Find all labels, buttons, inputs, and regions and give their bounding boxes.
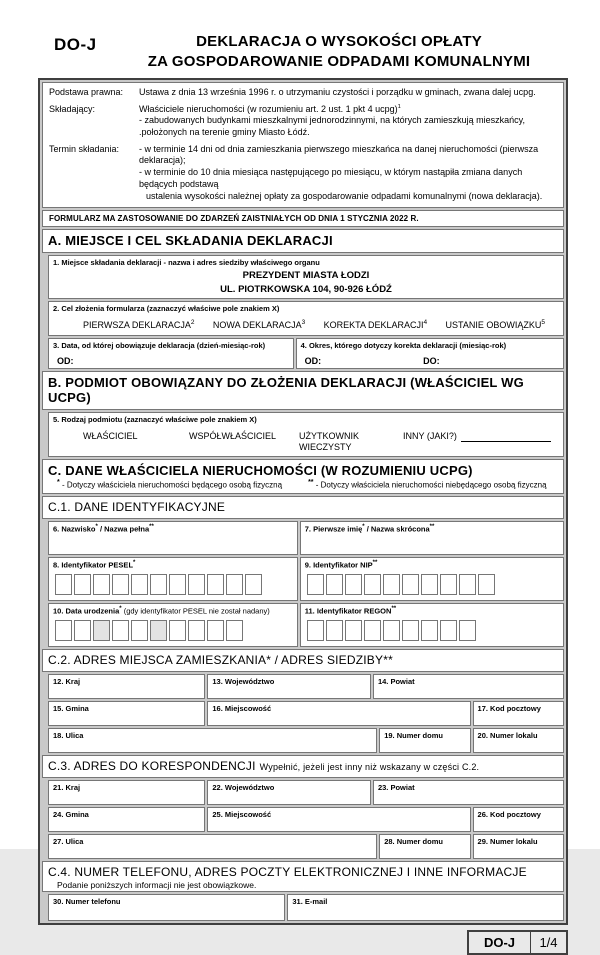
option-wlasciciel[interactable]: WŁAŚCICIEL xyxy=(83,430,138,441)
field-4-okres-korekty[interactable] xyxy=(296,338,564,369)
deadline-label: Termin składania: xyxy=(49,143,120,154)
field-24-label: 24. Gmina xyxy=(53,810,89,820)
field-10-label xyxy=(53,606,293,616)
field-31-email[interactable] xyxy=(287,894,564,921)
field-9-nip[interactable] xyxy=(300,557,564,601)
field-12-label: 12. Kraj xyxy=(53,677,81,687)
deadline-line3: ustalenia wysokości należnej opłaty za gospodarowanie odpadami komunalnymi (nowa deklaracja). xyxy=(146,190,543,201)
field-13-label: 13. Województwo xyxy=(212,677,275,687)
char-cell[interactable] xyxy=(169,574,186,595)
field-3-label: 3. Data, od której obowiązuje deklaracja (dzień-miesiąc-rok) xyxy=(53,341,266,351)
section-c1-header: C.1. DANE IDENTYFIKACYJNE xyxy=(42,496,564,519)
label-part: 6. Nazwisko xyxy=(53,524,96,534)
field-15-gmina[interactable] xyxy=(48,701,205,726)
deadline-row xyxy=(49,144,557,202)
char-cell[interactable] xyxy=(55,620,72,641)
field-5-rodzaj-podmiotu xyxy=(48,412,564,457)
birthdate-boxes xyxy=(55,620,293,641)
field-26-kod-pocztowy[interactable] xyxy=(473,807,564,832)
c2-row-1 xyxy=(48,674,564,699)
field-4-label: 4. Okres, którego dotyczy korekta deklaracji (miesiąc-rok) xyxy=(300,341,507,351)
label-part: 7. Pierwsze imię xyxy=(304,524,363,534)
submitters-row xyxy=(49,104,557,139)
footnote-1-marker: 1 xyxy=(397,103,401,110)
star-marker: * xyxy=(95,523,98,530)
field-26-label: 26. Kod pocztowy xyxy=(477,810,541,820)
field-14-powiat[interactable] xyxy=(373,674,564,699)
field-4-do-label: DO: xyxy=(423,355,440,366)
field-9-label xyxy=(305,560,559,570)
char-cell[interactable] xyxy=(93,574,110,595)
field-20-label: 20. Numer lokalu xyxy=(477,731,538,741)
legal-info-box xyxy=(42,82,564,208)
legal-basis-text: Ustawa z dnia 13 września 1996 r. o utrzymaniu czystości i porządku w gminach, zwana dalej ucpg. xyxy=(139,87,536,97)
char-cell[interactable] xyxy=(169,620,186,641)
field-21-label: 21. Kraj xyxy=(53,783,81,793)
star-marker: ** xyxy=(391,606,397,613)
option-label: PIERWSZA DEKLARACJA xyxy=(83,320,191,331)
field-1-value xyxy=(53,269,559,297)
label-part: 9. Identyfikator NIP xyxy=(304,560,373,570)
subject-type-options xyxy=(53,425,559,455)
field-28-numer-domu[interactable] xyxy=(379,834,470,859)
char-cell[interactable] xyxy=(245,574,262,595)
field-16-miejscowosc[interactable] xyxy=(207,701,470,726)
char-cell[interactable] xyxy=(93,620,110,641)
c3-row-2 xyxy=(48,807,564,832)
char-cell[interactable] xyxy=(421,620,438,641)
char-cell[interactable] xyxy=(383,620,400,641)
star-single: * xyxy=(57,479,60,487)
char-cell[interactable] xyxy=(131,620,148,641)
field-15-label: 15. Gmina xyxy=(53,704,89,714)
field-12-kraj[interactable] xyxy=(48,674,205,699)
char-cell[interactable] xyxy=(440,620,457,641)
option-wspolwlasciciel[interactable]: WSPÓŁWŁAŚCICIEL xyxy=(189,430,277,441)
char-cell[interactable] xyxy=(440,574,457,595)
form-frame xyxy=(38,78,568,925)
submitters-label: Składający: xyxy=(49,103,96,114)
c3-row-3 xyxy=(48,834,564,859)
field-5-label: 5. Rodzaj podmiotu (zaznaczyć właściwe pole znakiem X) xyxy=(53,414,257,424)
char-cell[interactable] xyxy=(150,574,167,595)
field-14-label: 14. Powiat xyxy=(377,677,415,687)
field-25-miejscowosc[interactable] xyxy=(207,807,470,832)
field-19-label: 19. Numer domu xyxy=(384,731,443,741)
form-title-line1: DEKLARACJA O WYSOKOŚCI OPŁATY xyxy=(196,33,482,50)
field-8-label xyxy=(53,560,293,570)
form-title-line2: ZA GOSPODAROWANIE ODPADAMI KOMUNALNYMI xyxy=(147,53,531,71)
declaration-purpose-options xyxy=(53,314,559,333)
field-7-label xyxy=(305,524,559,534)
section-c3-note: Wypełnić, jeżeli jest inny niż wskazany w części C.2. xyxy=(259,762,480,773)
c2-row-2 xyxy=(48,701,564,726)
organ-address: UL. PIOTRKOWSKA 104, 90-926 ŁÓDŹ xyxy=(220,283,392,295)
char-cell[interactable] xyxy=(402,620,419,641)
c3-row-1 xyxy=(48,780,564,805)
field-29-label: 29. Numer lokalu xyxy=(477,837,538,847)
section-c1-body xyxy=(42,521,564,648)
label-part: 11. Identyfikator REGON xyxy=(304,606,392,616)
section-c4-note: Podanie poniższych informacji nie jest obowiązkowe. xyxy=(57,880,257,891)
regon-boxes xyxy=(307,620,559,641)
star-marker: ** xyxy=(429,523,435,530)
section-c2-body xyxy=(42,674,564,753)
field-28-label: 28. Numer domu xyxy=(384,837,443,847)
char-cell[interactable] xyxy=(307,620,324,641)
char-cell[interactable] xyxy=(207,574,224,595)
label-part: 10. Data urodzenia xyxy=(53,606,120,616)
field-6-nazwisko[interactable] xyxy=(48,521,298,555)
field-7-pierwsze-imie[interactable] xyxy=(300,521,564,555)
section-c3-header xyxy=(42,755,564,778)
deadline-line1: - w terminie 14 dni od dnia zamieszkania pierwszego mieszkańca na danej nieruchomości (pierwsza deklaracja); xyxy=(139,143,539,166)
organ-name: PREZYDENT MIASTA ŁODZI xyxy=(242,269,370,281)
section-b-body xyxy=(42,412,564,457)
legal-basis-label: Podstawa prawna: xyxy=(49,87,124,97)
field-27-label: 27. Ulica xyxy=(53,837,84,847)
page-footer xyxy=(38,930,568,955)
submitters-line2: - zabudowanych budynkami mieszkalnymi jednorodzinnymi, na których zamieszkują mieszkańcy, xyxy=(139,115,525,126)
field-3-od-label: OD: xyxy=(57,355,74,366)
char-cell[interactable] xyxy=(131,574,148,595)
char-cell[interactable] xyxy=(226,620,243,641)
footnote-marker: 4 xyxy=(423,319,428,327)
field-18-ulica[interactable] xyxy=(48,728,377,753)
field-30-numer-telefonu[interactable] xyxy=(48,894,285,921)
submitters-text xyxy=(139,104,557,139)
footnote-marker: 5 xyxy=(541,319,545,327)
submitters-line1 xyxy=(139,104,557,116)
field-27-ulica[interactable] xyxy=(48,834,377,859)
section-a-body xyxy=(42,255,564,369)
field-4-values xyxy=(301,356,559,366)
char-cell[interactable] xyxy=(74,574,91,595)
option-label: KOREKTA DEKLARACJI xyxy=(323,320,424,331)
char-cell[interactable] xyxy=(345,620,362,641)
char-cell[interactable] xyxy=(112,620,129,641)
note-single-text: - Dotyczy właściciela nieruchomości będącego osobą fizyczną xyxy=(59,480,283,490)
field-1-label: 1. Miejsce składania deklaracji - nazwa i adres siedziby właściwego organu xyxy=(53,258,320,268)
star-double: ** xyxy=(308,479,314,487)
applicability-notice: FORMULARZ MA ZASTOSOWANIE DO ZDARZEŃ ZAISTNIAŁYCH OD DNIA 1 STYCZNIA 2022 R. xyxy=(42,210,564,227)
char-cell[interactable] xyxy=(364,574,381,595)
submitters-line1-text: Właściciele nieruchomości (w rozumieniu art. 2 ust. 1 pkt 4 ucpg) xyxy=(139,103,398,114)
nip-boxes xyxy=(307,574,559,595)
inny-fill-line[interactable] xyxy=(461,432,551,442)
field-11-label xyxy=(305,606,559,616)
field-30-label: 30. Numer telefonu xyxy=(53,897,121,907)
form-code: DO-J xyxy=(54,35,97,54)
form-title xyxy=(110,26,568,73)
footer-page-number: 1/4 xyxy=(531,930,568,955)
footnote-marker: 2 xyxy=(190,319,195,327)
field-24-gmina[interactable] xyxy=(48,807,205,832)
field-23-powiat[interactable] xyxy=(373,780,564,805)
c1-row-ids xyxy=(48,557,564,601)
option-label: NOWA DEKLARACJA xyxy=(212,320,302,331)
field-1-miejsce-skladania xyxy=(48,255,564,299)
c1-row-birth-regon xyxy=(48,603,564,647)
field-13-wojewodztwo[interactable] xyxy=(207,674,371,699)
star-marker: ** xyxy=(372,559,378,566)
char-cell[interactable] xyxy=(459,620,476,641)
submitters-line3: .położonych na terenie gminy Miasto Łódź. xyxy=(139,127,310,138)
field-2-cel-zlozenia xyxy=(48,301,564,336)
star-marker: ** xyxy=(149,523,154,530)
char-cell[interactable] xyxy=(112,574,129,595)
option-korekta-deklaracji[interactable] xyxy=(324,319,428,330)
c1-row-names xyxy=(48,521,564,555)
c4-row xyxy=(48,894,564,921)
field-4-od-label: OD: xyxy=(304,355,322,366)
char-cell[interactable] xyxy=(188,574,205,595)
char-cell[interactable] xyxy=(150,620,167,641)
legal-basis-row xyxy=(49,87,557,99)
section-c2-header: C.2. ADRES MIEJSCA ZAMIESZKANIA* / ADRES SIEDZIBY** xyxy=(42,649,564,672)
option-inny[interactable] xyxy=(403,431,551,442)
section-c4-header xyxy=(42,861,564,892)
field-11-regon[interactable] xyxy=(300,603,564,647)
label-part: / Nazwa pełna xyxy=(97,524,150,534)
field-22-label: 22. Województwo xyxy=(212,783,275,793)
form-header xyxy=(38,26,568,78)
field-3-data-obowiazywania[interactable] xyxy=(48,338,294,369)
c2-row-3 xyxy=(48,728,564,753)
char-cell[interactable] xyxy=(226,574,243,595)
deadline-text xyxy=(139,144,557,202)
char-cell[interactable] xyxy=(364,620,381,641)
char-cell[interactable] xyxy=(307,574,324,595)
char-cell[interactable] xyxy=(55,574,72,595)
label-note: (gdy identyfikator PESEL nie został nadany) xyxy=(121,606,270,616)
section-c-footnotes xyxy=(43,479,563,493)
char-cell[interactable] xyxy=(402,574,419,595)
field-8-pesel[interactable] xyxy=(48,557,298,601)
field-22-wojewodztwo[interactable] xyxy=(207,780,371,805)
deadline-line2: - w terminie do 10 dnia miesiąca następującego po miesiącu, w którym nastąpiła zmiana danych będących podstawą xyxy=(139,167,523,189)
star-marker: * xyxy=(119,606,122,613)
char-cell[interactable] xyxy=(207,620,224,641)
field-23-label: 23. Powiat xyxy=(377,783,415,793)
field-2-label: 2. Cel złożenia formularza (zaznaczyć właściwe pole znakiem X) xyxy=(53,304,280,314)
field-17-label: 17. Kod pocztowy xyxy=(477,704,541,714)
field-20-numer-lokalu[interactable] xyxy=(473,728,564,753)
field-6-label xyxy=(53,524,293,534)
section-c-header xyxy=(42,459,564,494)
section-b-header: B. PODMIOT OBOWIĄZANY DO ZŁOŻENIA DEKLARACJI (WŁAŚCICIEL WG UCPG) xyxy=(42,371,564,410)
section-a-header: A. MIEJSCE I CEL SKŁADANIA DEKLARACJI xyxy=(42,229,564,253)
footer-form-code: DO-J xyxy=(467,930,531,955)
char-cell[interactable] xyxy=(345,574,362,595)
section-c3-body xyxy=(42,780,564,859)
char-cell[interactable] xyxy=(326,574,343,595)
label-part: / Nazwa skrócona xyxy=(364,524,430,534)
option-uzytkownik-wieczysty[interactable]: UŻYTKOWNIK WIECZYSTY xyxy=(299,430,359,452)
option-nowa-deklaracja[interactable] xyxy=(213,319,305,330)
fields-3-4-row xyxy=(48,338,564,369)
pesel-boxes xyxy=(55,574,293,595)
section-c4-body xyxy=(42,894,564,921)
char-cell[interactable] xyxy=(478,574,495,595)
section-c4-title: C.4. NUMER TELEFONU, ADRES POCZTY ELEKTRONICZNEJ I INNE INFORMACJE xyxy=(48,865,527,880)
char-cell[interactable] xyxy=(421,574,438,595)
option-label: USTANIE OBOWIĄZKU xyxy=(445,320,542,331)
section-c3-title: C.3. ADRES DO KORESPONDENCJI xyxy=(48,759,256,774)
field-10-data-urodzenia[interactable] xyxy=(48,603,298,647)
field-29-numer-lokalu[interactable] xyxy=(473,834,564,859)
char-cell[interactable] xyxy=(188,620,205,641)
field-18-label: 18. Ulica xyxy=(53,731,84,741)
field-17-kod-pocztowy[interactable] xyxy=(473,701,564,726)
char-cell[interactable] xyxy=(74,620,91,641)
option-inny-label: INNY (JAKI?) xyxy=(403,430,457,441)
field-21-kraj[interactable] xyxy=(48,780,205,805)
field-31-label: 31. E-mail xyxy=(292,897,328,907)
star-marker: * xyxy=(133,559,136,566)
field-25-label: 25. Miejscowość xyxy=(212,810,272,820)
label-part: 8. Identyfikator PESEL xyxy=(53,560,134,570)
footnote-marker: 3 xyxy=(301,319,306,327)
option-ustanie-obowiazku[interactable] xyxy=(446,319,545,330)
field-16-label: 16. Miejscowość xyxy=(212,704,272,714)
option-pierwsza-deklaracja[interactable] xyxy=(83,319,195,330)
char-cell[interactable] xyxy=(326,620,343,641)
field-19-numer-domu[interactable] xyxy=(379,728,470,753)
char-cell[interactable] xyxy=(459,574,476,595)
star-marker: * xyxy=(362,523,365,530)
section-c-title: C. DANE WŁAŚCICIELA NIERUCHOMOŚCI (W ROZUMIENIU UCPG) xyxy=(48,463,473,479)
note-double-text: - Dotyczy właściciela nieruchomości niebędącego osobą fizyczną xyxy=(313,480,547,490)
char-cell[interactable] xyxy=(383,574,400,595)
